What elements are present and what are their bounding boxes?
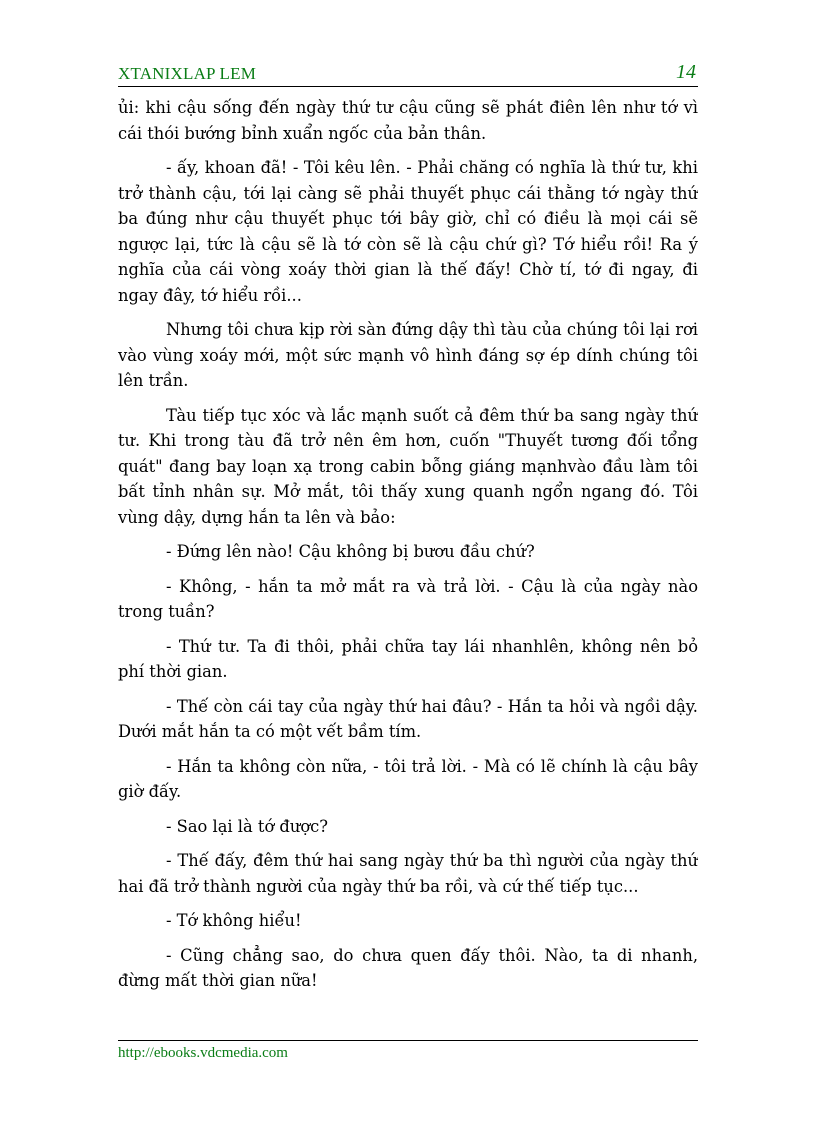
- paragraph-7: - Thứ tư. Ta đi thôi, phải chữa tay lái nhanhlên, không nên bỏ phí thời gian.: [118, 636, 698, 681]
- paragraph-9: - Hắn ta không còn nữa, - tôi trả lời. - Mà có lẽ chính là cậu bây giờ đấy.: [118, 756, 698, 801]
- paragraph-12: - Tớ không hiểu!: [166, 911, 302, 930]
- paragraph-11: - Thế đấy, đêm thứ hai sang ngày thứ ba thì người của ngày thứ hai đã trở thành người của ngày thứ ba rồi, và cứ thế tiếp tục...: [118, 851, 698, 896]
- running-header-author: XTANIXLAP LEM: [118, 64, 257, 83]
- paragraph-8: - Thế còn cái tay của ngày thứ hai đâu? - Hắn ta hỏi và ngồi dậy. Dưới mắt hắn ta có một vết bầm tím.: [118, 696, 698, 741]
- paragraph-2: - ấy, khoan đã! - Tôi kêu lên. - Phải chăng có nghĩa là thứ tư, khi trở thành cậu, tới lại càng sẽ phải thuyết phục cái thằng tớ ngày thứ ba đúng như cậu thuyết phục tới bây giờ, chỉ có điều là mọi cái sẽ ngược lại, tức là cậu sẽ là tớ còn sẽ là cậu chứ gì? Tớ hiểu rồi! Ra ý nghĩa của cái vòng xoáy thời gian là thế đấy! Chờ tí, tớ đi ngay, đi ngay đây, tớ hiểu rồi...: [118, 158, 698, 305]
- page-body: [118, 95, 698, 1008]
- paragraph-6: - Không, - hắn ta mở mắt ra và trả lời. - Cậu là của ngày nào trong tuần?: [118, 576, 698, 621]
- page-header: [118, 62, 698, 87]
- book-page: [118, 62, 698, 1008]
- paragraph-13: - Cũng chẳng sao, do chưa quen đấy thôi. Nào, ta di nhanh, đừng mất thời gian nữa!: [118, 945, 698, 990]
- footer-url-link[interactable]: http://ebooks.vdcmedia.com: [118, 1045, 288, 1061]
- paragraph-3: Nhưng tôi chưa kịp rời sàn đứng dậy thì tàu của chúng tôi lại rơi vào vùng xoáy mới, một sức mạnh vô hình đáng sợ ép dính chúng tôi lên trần.: [118, 320, 698, 390]
- paragraph-10: - Sao lại là tớ được?: [166, 816, 328, 836]
- page-footer: [118, 1040, 698, 1062]
- page-number: 14: [676, 61, 696, 83]
- paragraph-1: ủi: khi cậu sống đến ngày thứ tư cậu cũng sẽ phát điên lên như tớ vì cái thói bướng bỉnh xuẩn ngốc của bản thân.: [118, 98, 698, 143]
- paragraph-4: Tàu tiếp tục xóc và lắc mạnh suốt cả đêm thứ ba sang ngày thứ tư. Khi trong tàu đã trở nên êm hơn, cuốn "Thuyết tương đối tổng quát" đang bay loạn xạ trong cabin bỗng giáng mạnhvào đầu làm tôi bất tỉnh nhân sự. Mở mắt, tôi thấy xung quanh ngổn ngang đó. Tôi vùng dậy, dựng hắn ta lên và bảo:: [118, 405, 698, 527]
- paragraph-5: - Đứng lên nào! Cậu không bị bươu đầu chứ?: [166, 542, 535, 561]
- footer-divider: [118, 1040, 698, 1041]
